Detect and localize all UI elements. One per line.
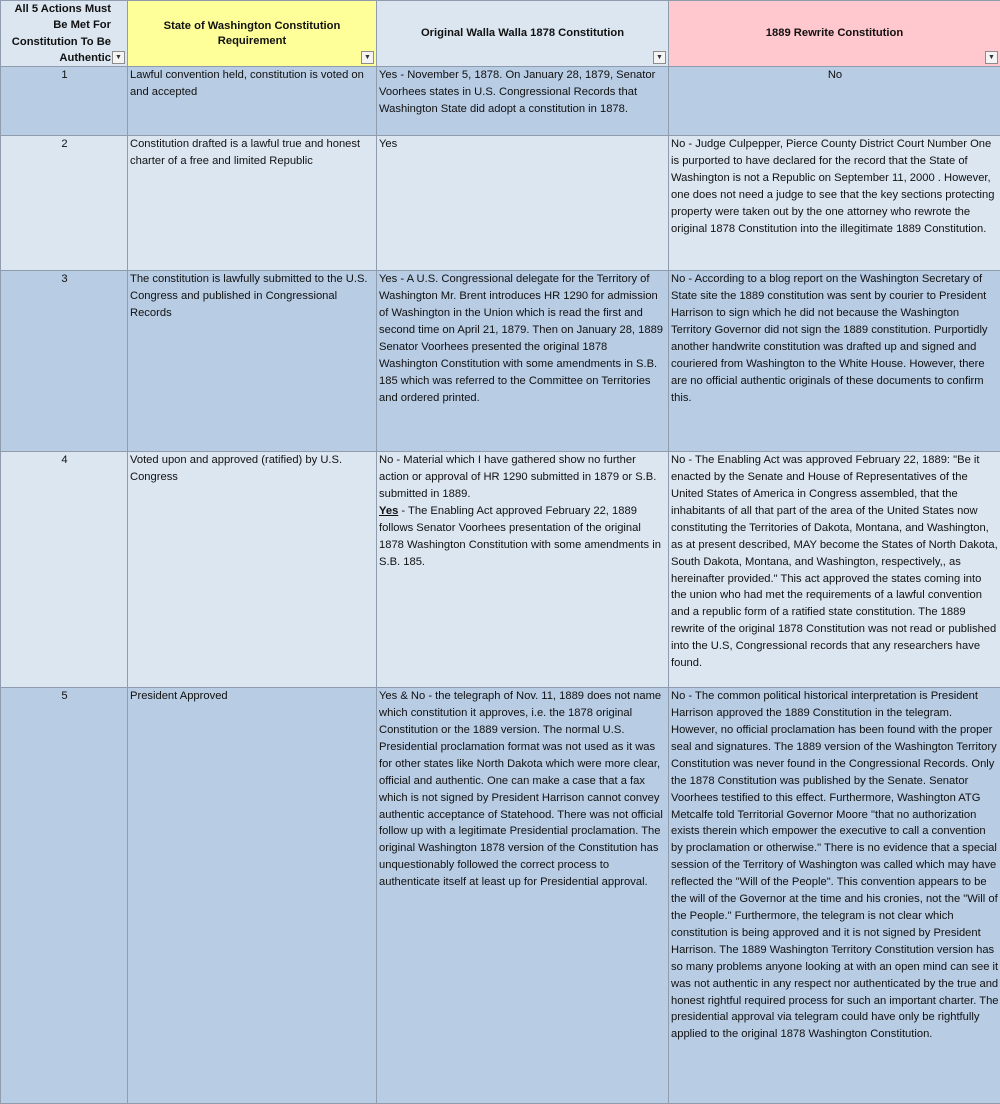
header-1889 [669, 1, 1000, 67]
header-actions [1, 1, 128, 67]
dropdown-arrow-icon[interactable]: ▼ [985, 51, 998, 64]
row-number: 4 [1, 452, 128, 688]
requirement-cell: Constitution drafted is a lawful true and honest charter of a free and limited Republic [128, 136, 377, 271]
table-row [1, 136, 1000, 271]
table-row [1, 271, 1000, 452]
cell-1878-part-a: No - Material which I have gathered show no further action or approval of HR 1290 submitted in 1879 or S.B. submitted in 1889. [379, 454, 656, 500]
header-requirement-label: State of Washington Constitution Requirement [164, 20, 341, 47]
table-row [1, 452, 1000, 688]
cell-1889: No [669, 67, 1000, 136]
cell-1878 [377, 452, 669, 688]
table-row [1, 688, 1000, 1104]
table-row [1, 67, 1000, 136]
requirement-cell: President Approved [128, 688, 377, 1104]
requirement-cell: Lawful convention held, constitution is voted on and accepted [128, 67, 377, 136]
header-1889-label: 1889 Rewrite Constitution [766, 27, 903, 39]
header-1878-label: Original Walla Walla 1878 Constitution [421, 27, 624, 39]
cell-1878: Yes - November 5, 1878. On January 28, 1879, Senator Voorhees states in U.S. Congressional Records that Washington State did adopt a constitution in 1878. [377, 67, 669, 136]
header-actions-label: All 5 Actions Must Be Met For Constitution To Be Authentic [12, 3, 111, 64]
cell-1878: Yes [377, 136, 669, 271]
header-requirement [128, 1, 377, 67]
cell-1878-part-b: - The Enabling Act approved February 22, 1889 follows Senator Voorhees presentation of the original 1878 Washington Constitution with some amendments in S.B. 185. [379, 505, 661, 568]
header-1878 [377, 1, 669, 67]
cell-1889: No - The common political historical interpretation is President Harrison approved the 1889 Constitution in the telegram. However, no official proclamation has been found with the proper seal and signatures. The 1889 version of the Washington Territory Constitution was never found in the Congressional Records. Only the 1878 Constitution was published by the Senate. Senator Voorhees testified to this effect. Furthermore, Washington ATG Metcalfe told Territorial Governor Moore "that no authorization exists therein which empower the executive to call a convention by proclamation or otherwise." There is no evidence that a special session of the Territory of Washington was called which may have reflected the "Will of the People". This convention appears to be the will of the Governor at the time and his cronies, not the "Will of the People." Furthermore, the telegram is not clear which constitution is being approved and it is not signed by President Harrison. The 1889 Washington Territory Constitution version has so many problems anyone looking at with an open mind can see it was not authentic in any respect nor authenticated by the true and honest rightful required process for such an important charter. The presidential approval via telegram could have only be rightfully applied to the original 1878 Washington Constitution. [669, 688, 1000, 1104]
cell-1889: No - According to a blog report on the Washington Secretary of State site the 1889 constitution was sent by courier to President Harrison to sign which he did not because the Washington Territory Governor did not sign the 1889 constitution. Purportidly another handwrite constitution was drafted up and signed and couriered from Washington to the White House. However, there are no official authentic originals of these documents to confirm this. [669, 271, 1000, 452]
row-number: 5 [1, 688, 128, 1104]
cell-1878: Yes & No - the telegraph of Nov. 11, 1889 does not name which constitution it approves, i.e. the 1878 original Constitution or the 1889 version. The normal U.S. Presidential proclamation format was not used as it was for other states like North Dakota which were more clear, official and authentic. One can make a case that a fax which is not signed by President Harrison cannot convey authentic acceptance of Statehood. There was not official follow up with a legitimate Presidential proclamation. The original Washington 1878 version of the Constitution has unquestionably followed the correct process to authenticate itself at least up for Presidential approval. [377, 688, 669, 1104]
cell-1878: Yes - A U.S. Congressional delegate for the Territory of Washington Mr. Brent introduces HR 1290 for admission of Washington in the Union which is read the first and second time on April 21, 1879. Then on January 28, 1889 Senator Voorhees presented the original 1878 Washington Constitution with some amendments in S.B. 185 which was referred to the Committee on Territories and ordered printed. [377, 271, 669, 452]
dropdown-arrow-icon[interactable]: ▼ [653, 51, 666, 64]
cell-1889: No - Judge Culpepper, Pierce County District Court Number One is purported to have declared for the record that the State of Washington is not a Republic on September 11, 2000 . However, one does not need a judge to see that the key sections protecting property were taken out by the one attorney who rewrote the original 1878 Constitution into the illegitimate 1889 Constitution. [669, 136, 1000, 271]
cell-1889: No - The Enabling Act was approved February 22, 1889: "Be it enacted by the Senate and House of Representatives of the United States of America in Congress assembled, that the inhabitants of all that part of the area of the United States now constituting the Territories of Dakota, Montana, and Washington, as at present described, MAY become the States of North Dakota, South Dakota, Montana, and Washington, respectively,, as hereinafter provided." This act approved the states coming into the union who had met the requirements of a lawful convention and a republic form of a ratified state constitution. The 1889 rewrite of the original 1878 Constitution was not read or published into the U.S, Congressional records that any researchers have found. [669, 452, 1000, 688]
row-number: 3 [1, 271, 128, 452]
dropdown-arrow-icon[interactable]: ▼ [112, 51, 125, 64]
requirement-cell: The constitution is lawfully submitted to the U.S. Congress and published in Congressional Records [128, 271, 377, 452]
header-row [1, 1, 1000, 67]
requirement-cell: Voted upon and approved (ratified) by U.S. Congress [128, 452, 377, 688]
row-number: 1 [1, 67, 128, 136]
cell-1878-yes: Yes [379, 505, 398, 517]
dropdown-arrow-icon[interactable]: ▼ [361, 51, 374, 64]
row-number: 2 [1, 136, 128, 271]
